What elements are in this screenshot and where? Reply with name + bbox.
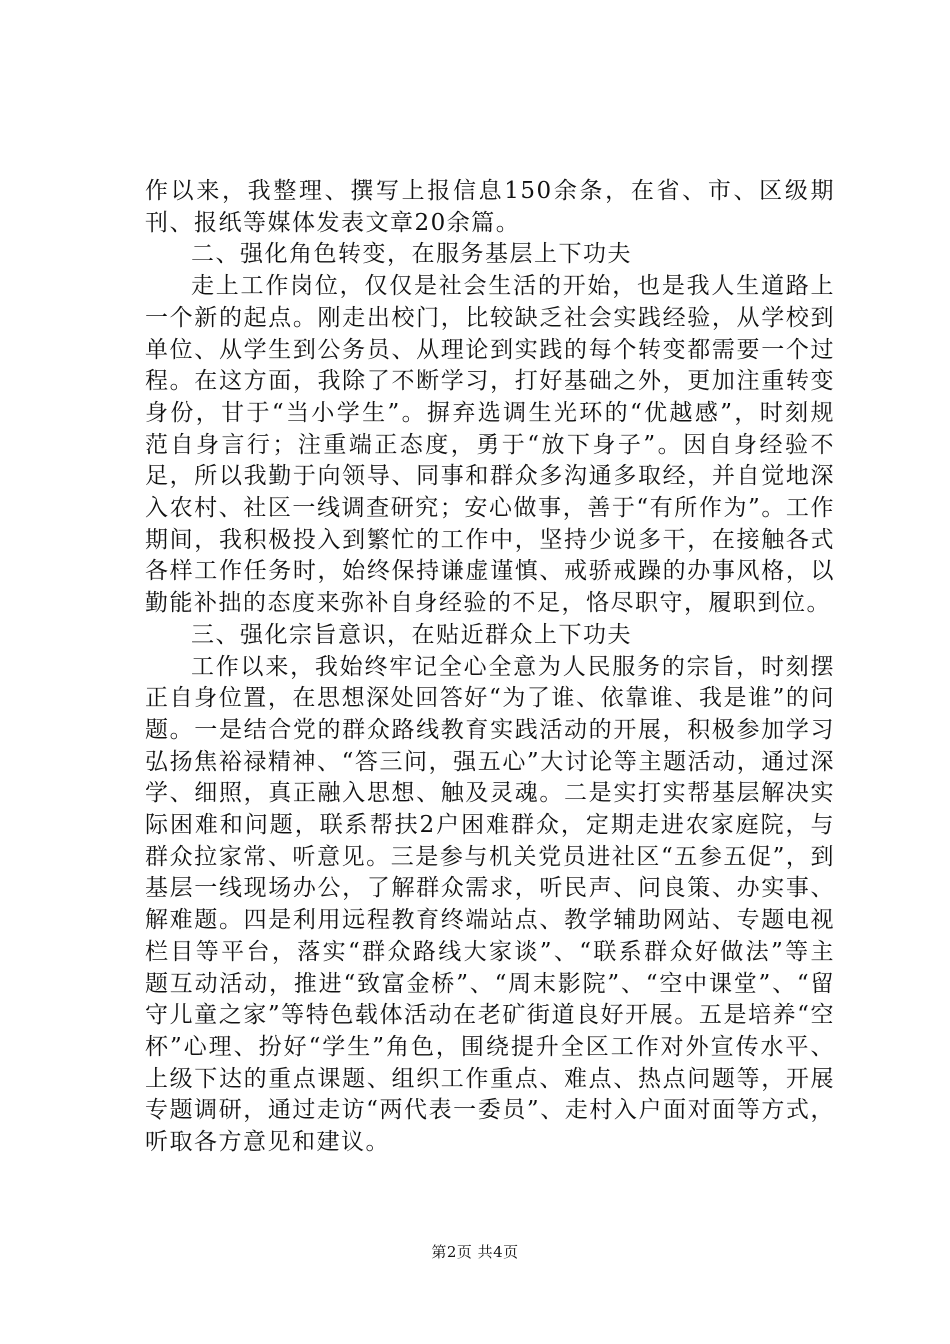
paragraph-section-3-body: 工作以来，我始终牢记全心全意为人民服务的宗旨，时刻摆正自身位置，在思想深处回答好“为了谁、依靠谁、我是谁”的问题。一是结合党的群众路线教育实践活动的开展，积极参加学习弘扬焦裕禄精神、“答三问，强五心”大讨论等主题活动，通过深学、细照，真正融入思想、触及灵魂。二是实打实帮基层解决实际困难和问题，联系帮扶2户困难群众，定期走进农家庭院，与群众拉家常、听意见。三是参与机关党员进社区“五参五促”，到基层一线现场办公，了解群众需求，听民声、问良策、办实事、解难题。四是利用远程教育终端站点、教学辅助网站、专题电视栏目等平台，落实“群众路线大家谈”、“联系群众好做法”等主题互动活动，推进“致富金桥”、“周末影院”、“空中课堂”、“留守儿童之家”等特色载体活动在老矿街道良好开展。五是培养“空杯”心理、扮好“学生”角色，围绕提升全区工作对外宣传水平、上级下达的重点课题、组织工作重点、难点、热点问题等，开展专题调研，通过走访“两代表一委员”、走村入户面对面等方式，听取各方意见和建议。 — [145, 653, 835, 1156]
document-body — [145, 176, 835, 1159]
section-heading-3: 三、强化宗旨意识，在贴近群众上下功夫 — [191, 621, 632, 648]
paragraph-section-2-body: 走上工作岗位，仅仅是社会生活的开始，也是我人生道路上一个新的起点。刚走出校门，比较缺乏社会实践经验，从学校到单位、从学生到公务员、从理论到实践的每个转变都需要一个过程。在这方面，我除了不断学习，打好基础之外，更加注重转变身份，甘于“当小学生”。摒弃选调生光环的“优越感”，时刻规范自身言行；注重端正态度，勇于“放下身子”。因自身经验不足，所以我勤于向领导、同事和群众多沟通多取经，并自觉地深入农村、社区一线调查研究；安心做事，善于“有所作为”。工作期间，我积极投入到繁忙的工作中，坚持少说多干，在接触各式各样工作任务时，始终保持谦虚谨慎、戒骄戒躁的办事风格，以勤能补拙的态度来弥补自身经验的不足，恪尽职守，履职到位。 — [145, 273, 835, 617]
paragraph-continuation: 作以来，我整理、撰写上报信息150余条，在省、市、区级期刊、报纸等媒体发表文章20余篇。 — [145, 178, 835, 236]
page-number-footer: 第2页 共4页 — [431, 1243, 519, 1261]
section-heading-2: 二、强化角色转变，在服务基层上下功夫 — [191, 241, 632, 268]
